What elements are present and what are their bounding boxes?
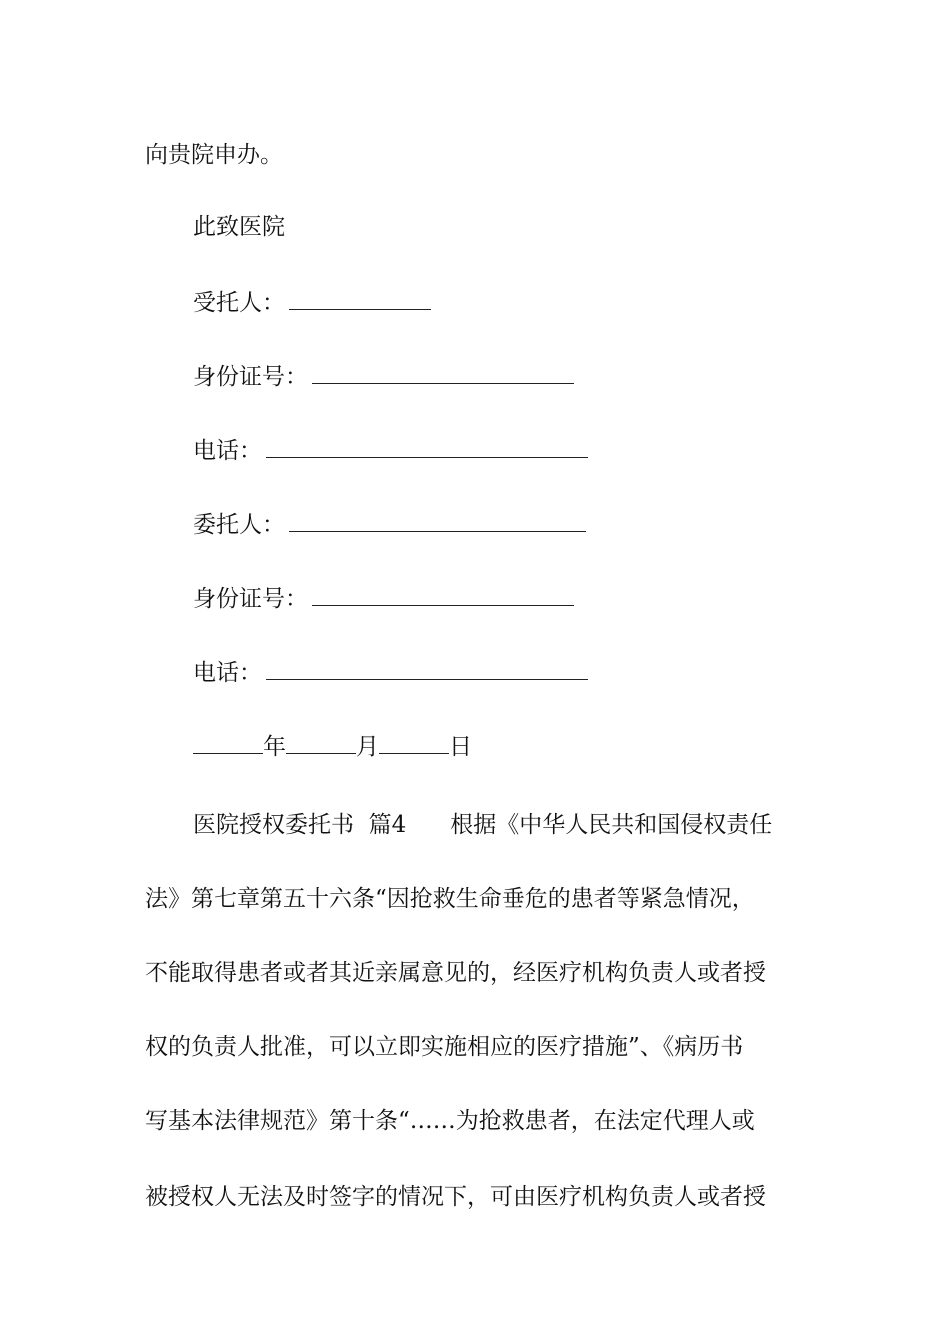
paragraph-line: 权的负责人批准，可以立即实施相应的医疗措施”、《病历书 xyxy=(145,1034,744,1060)
form-field-principal-id xyxy=(193,584,574,614)
blank-line xyxy=(379,735,449,754)
paragraph-line: 根据《中华人民共和国侵权责任 xyxy=(450,812,773,838)
field-label: 身份证号： xyxy=(193,364,308,390)
date-year-label: 年 xyxy=(263,734,286,760)
salutation: 此致医院 xyxy=(193,214,285,240)
paragraph-line: 写基本法律规范》第十条“……为抢救患者，在法定代理人或 xyxy=(145,1108,755,1134)
blank-line xyxy=(312,365,574,384)
section-heading: 医院授权委托书 篇4 xyxy=(193,812,407,838)
form-field-principal xyxy=(193,510,586,540)
section-first-line xyxy=(193,810,772,840)
form-field-trustee xyxy=(193,288,431,318)
blank-line xyxy=(286,735,356,754)
blank-line xyxy=(266,439,588,458)
field-label: 身份证号： xyxy=(193,586,308,612)
field-label: 委托人： xyxy=(193,512,285,538)
date-day-label: 日 xyxy=(449,734,472,760)
form-field-trustee-phone xyxy=(193,436,588,466)
text-line: 向贵院申办。 xyxy=(145,142,283,168)
date-line xyxy=(193,732,472,762)
date-month-label: 月 xyxy=(356,734,379,760)
field-label: 受托人： xyxy=(193,290,285,316)
form-field-trustee-id xyxy=(193,362,574,392)
blank-line xyxy=(289,513,586,532)
field-label: 电话： xyxy=(193,660,262,686)
form-field-principal-phone xyxy=(193,658,588,688)
blank-line xyxy=(193,735,263,754)
blank-line xyxy=(312,587,574,606)
blank-line xyxy=(289,291,431,310)
paragraph-line: 被授权人无法及时签字的情况下，可由医疗机构负责人或者授 xyxy=(145,1184,766,1210)
paragraph-line: 不能取得患者或者其近亲属意见的，经医疗机构负责人或者授 xyxy=(145,960,766,986)
field-label: 电话： xyxy=(193,438,262,464)
paragraph-line: 法》第七章第五十六条“因抢救生命垂危的患者等紧急情况， xyxy=(145,886,755,912)
blank-line xyxy=(266,661,588,680)
